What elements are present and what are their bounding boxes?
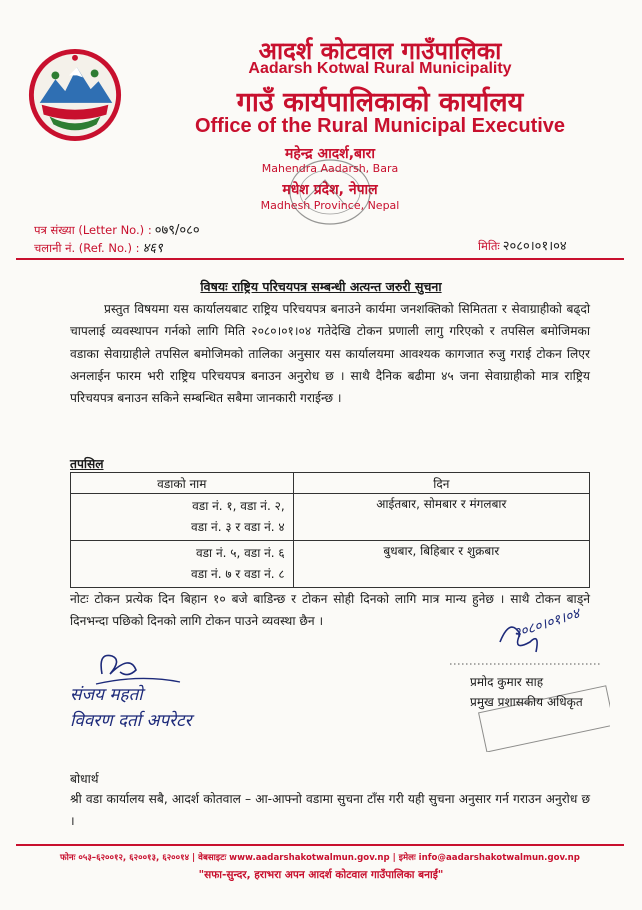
subject-line	[0, 278, 642, 295]
footer-contact: फोनः ०५३–६२००१२, ६२००१३, ६२००१४ | वेबसाइटः www.aadarshakotwalmun.gov.np | इमेलः info@aadarshakotwalmun.gov.np	[60, 853, 580, 863]
body-paragraph: प्रस्तुत विषयमा यस कार्यालयबाट राष्ट्रिय परिचयपत्र बनाउने कार्यमा जनशक्तिको सिमितता र सेवाग्राहीको बढ्दो चापलाई व्यवस्थापन गर्नको लागि मिति २०८०।०१।०४ गतेदेखि टोकन प्रणाली लागु गरिएको र तपसिल बमोजिमका वडाका सेवाग्राहीले तपसिल बमोजिमको तालिका अनुसार यस कार्यालयमा आवश्यक कागजात रुजु गराई टोकन लिएर अनलाईन फारम भरी राष्ट्रिय परिचयपत्र बनाउन अनुरोध छ । साथै दैनिक बढीमा ४५ जना सेवाग्राहीको मात्र राष्ट्रिय परिचयपत्र बनाउन सकिने सम्बन्धित सबैमा जानकारी गराईन्छ ।	[70, 302, 590, 406]
letter-number-label: पत्र संख्या (Letter No.) :	[34, 223, 152, 237]
letter-date-value: २०८०।०१।०४	[502, 239, 567, 254]
address-line2-en: Madhesh Province, Nepal	[260, 199, 400, 212]
reference-number-label: चलानी नं. (Ref. No.) :	[34, 241, 140, 255]
footer-slogan: "सफा-सुन्दर, हराभरा अपन आदर्श कोटवाल गाउँपालिका बनाईं"	[198, 869, 444, 881]
table-row	[71, 541, 590, 588]
ward-schedule-table	[70, 472, 590, 588]
operator-title-handwritten: विवरण दर्ता अपरेटर	[70, 711, 192, 731]
column-header-days: दिन	[293, 473, 589, 494]
column-header-ward: वडाको नाम	[71, 473, 294, 494]
office-seal-stamp	[265, 150, 395, 230]
reference-number-value: ४६९	[142, 241, 163, 256]
subject-text: विषयः राष्ट्रिय परिचयपत्र सम्बन्धी अत्यन्त जरुरी सुचना	[200, 279, 442, 294]
officer-title: प्रमुख प्रशासकीय अधिकृत	[470, 695, 583, 709]
ward-line: वडा नं. १, वडा नं. २,	[192, 499, 285, 513]
table-header-row	[71, 473, 590, 494]
header-divider	[16, 258, 624, 260]
municipality-name-en: Aadarsh Kotwal Rural Municipality	[248, 60, 512, 77]
ward-cell	[71, 494, 294, 541]
officer-signature-block	[470, 672, 583, 712]
note-text: नोटः टोकन प्रत्येक दिन बिहान १० बजे बाडिन्छ र टोकन सोही दिनको लागि मात्र मान्य हुनेछ । साथै टोकन बाड्ने दिनभन्दा पछिको दिनको लागि टोकन पाउने व्यवस्था छैन ।	[70, 592, 590, 628]
schedule-label: तपसिल	[70, 457, 104, 471]
officer-handwritten-date: २०८०।०१।०४	[511, 605, 582, 643]
address-line1-np: महेन्द्र आदर्श,बारा	[285, 146, 375, 162]
distribution-text: श्री वडा कार्यालय सबै, आदर्श कोतवाल – आ-आफ्नो वडामा सुचना टाँस गरी यही सुचना अनुसार गर्न गराउन अनुरोध छ ।	[70, 792, 590, 828]
distribution-heading: बोधार्थ	[70, 772, 99, 786]
table-row	[71, 494, 590, 541]
ward-line: वडा नं. ३ र वडा नं. ४	[191, 520, 285, 534]
ward-cell	[71, 541, 294, 588]
ward-line: वडा नं. ७ र वडा नं. ८	[191, 567, 285, 581]
days-cell: बुधबार, बिहिबार र शुक्रबार	[293, 541, 589, 588]
office-name-en: Office of the Rural Municipal Executive	[194, 115, 566, 137]
operator-name-handwritten: संजय महतो	[70, 685, 143, 705]
letter-number	[34, 220, 200, 238]
address-line2-np: मधेश प्रदेश, नेपाल	[282, 182, 378, 198]
reference-number	[34, 238, 163, 256]
municipality-name-np: आदर्श कोटवाल गाउँपालिका	[258, 37, 502, 65]
footer-divider	[16, 844, 624, 846]
ward-line: वडा नं. ५, वडा नं. ६	[195, 546, 285, 560]
officer-name: प्रमोद कुमार साह	[470, 675, 544, 689]
address-line1-en: Mahendra Aadarsh, Bara	[261, 162, 399, 175]
nepal-emblem-logo	[26, 46, 124, 144]
office-name-np: गाउँ कार्यपालिकाको कार्यालय	[236, 87, 524, 118]
days-cell: आईतबार, सोमबार र मंगलबार	[293, 494, 589, 541]
letter-number-value: ०७९/०८०	[154, 223, 200, 238]
letter-date	[478, 236, 567, 254]
letter-date-label: मितिः	[478, 239, 500, 253]
